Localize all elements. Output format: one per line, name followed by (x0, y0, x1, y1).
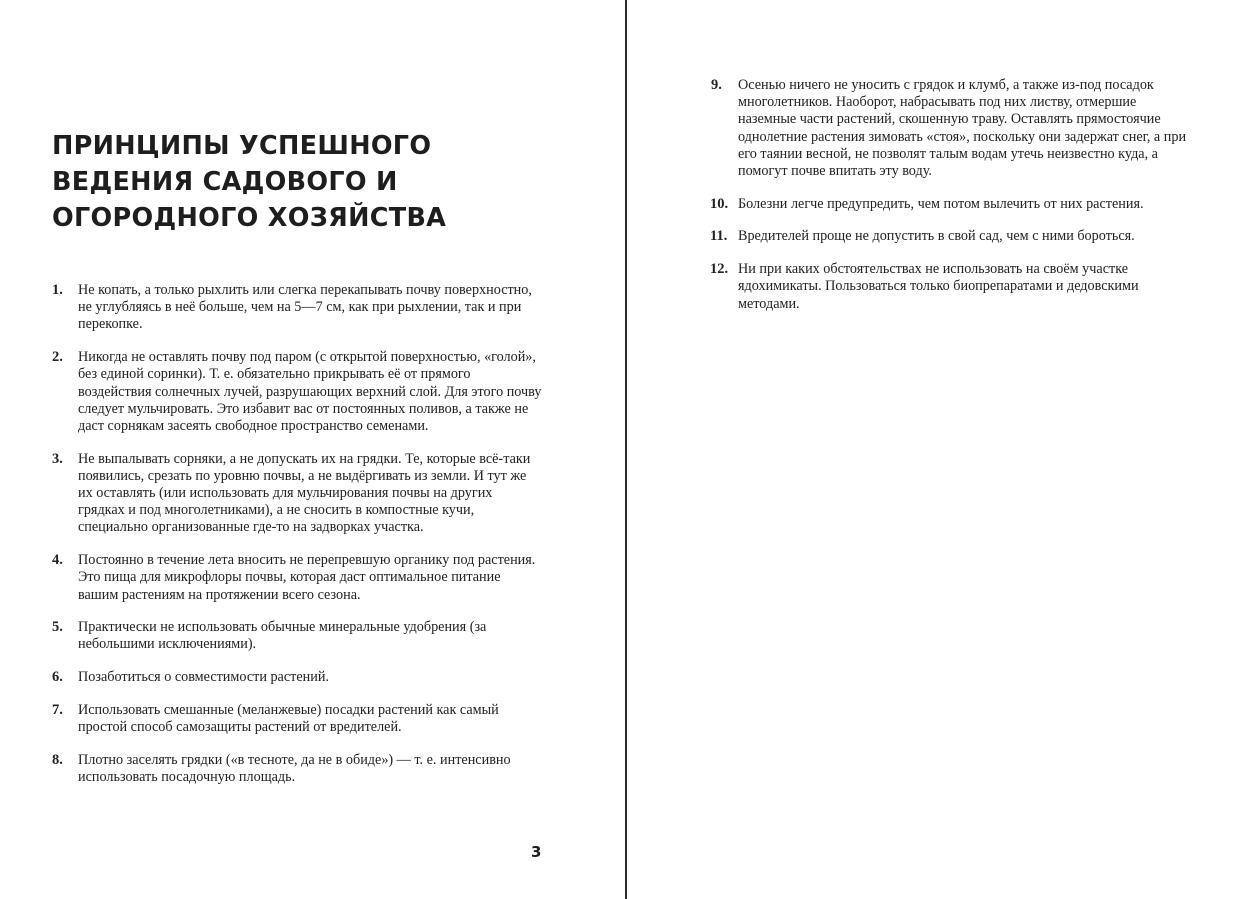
page-gutter-divider (625, 0, 627, 899)
list-item (712, 228, 1192, 245)
list-item (52, 702, 542, 736)
list-item (712, 196, 1192, 213)
list-item (712, 261, 1192, 313)
list-item-number: 10. (710, 195, 729, 212)
list-item-number: 3. (52, 450, 63, 467)
list-item-number: 8. (52, 751, 63, 768)
page-title: ПРИНЦИПЫ УСПЕШНОГО ВЕДЕНИЯ САДОВОГО И ОГОРОДНОГО ХОЗЯЙСТВА (52, 131, 447, 233)
list-item (52, 282, 542, 334)
list-item-text: Ни при каких обстоятельствах не использовать на своём участке ядохимикаты. Пользоваться только биопрепаратами и дедовскими методами. (738, 261, 1139, 312)
list-item (52, 451, 542, 537)
list-item-number: 1. (52, 282, 63, 298)
list-item-text: Позаботиться о совместимости растений. (78, 669, 329, 686)
list-item-number: 7. (52, 701, 63, 718)
list-item (52, 752, 542, 786)
list-item (52, 669, 542, 686)
list-item-text: Вредителей проще не допустить в свой сад, чем с ними бороться. (738, 228, 1135, 245)
list-item (712, 77, 1192, 180)
list-item-text: Никогда не оставлять почву под паром (с открытой поверхностью, «голой», без единой соринки). Т. е. обязательно прикрывать её от прямого воздействия солнечных лучей, разрушающих верхний слой. Для этого почву следует мульчировать. Это избавит вас от постоянных поливов, а также не даст сорнякам засеять свободное пространство семенами. (78, 349, 542, 434)
list-item-text: Использовать смешанные (меланжевые) посадки растений как самый простой способ самозащиты растений от вредителей. (78, 701, 499, 736)
list-item-number: 11. (710, 228, 728, 245)
list-item-number: 2. (52, 349, 63, 366)
list-item-text: Осенью ничего не уносить с грядок и клумб, а также из-под посадок многолетников. Наоборот, набрасывать под них листву, отмершие наземные части растений, скошенную траву. Оставлять прямостоячие однолетние растения зимовать «стоя», поскольку они задержат снег, а при его таянии весной, не позволят талым водам утечь неизвестно куда, а помогут почве впитать эту воду. (738, 77, 1187, 180)
list-item (52, 619, 542, 653)
principles-list-right (712, 77, 1192, 328)
list-item-number: 6. (52, 669, 63, 686)
list-item-text: Не выпалывать сорняки, а не допускать их на грядки. Те, которые всё-таки появились, срезать по уровню почвы, а не выдёргивать из земли. И тут же их оставлять (или использовать для мульчирования почвы на других грядках и под многолетниками), а не сносить в компостные кучи, специально организованные где-то на задворках участка. (78, 450, 531, 536)
list-item-text: Практически не использовать обычные минеральные удобрения (за небольшими исключениями). (78, 619, 487, 653)
list-item (52, 349, 542, 435)
list-item-number: 4. (52, 552, 63, 569)
list-item-number: 9. (711, 77, 722, 93)
list-item-text: Болезни легче предупредить, чем потом вылечить от них растения. (738, 195, 1144, 212)
list-item-text: Плотно заселять грядки («в тесноте, да не в обиде») — т. е. интенсивно использовать посадочную площадь. (78, 751, 511, 785)
right-page (628, 0, 1255, 899)
list-item-text: Постоянно в течение лета вносить не перепревшую органику под растения. Это пища для микрофлоры почвы, которая даст оптимальное питание вашим растениям на протяжении всего сезона. (78, 552, 536, 603)
list-item (52, 552, 542, 604)
list-item-number: 12. (710, 261, 729, 278)
principles-list-left (52, 282, 542, 802)
list-item-text: Не копать, а только рыхлить или слегка перекапывать почву поверхностно, не углубляясь в неё больше, чем на 5—7 см, как при рыхлении, так и при перекопке. (78, 282, 532, 333)
list-item-number: 5. (52, 619, 63, 636)
page-number: 3 (531, 843, 542, 861)
left-page (0, 0, 626, 899)
